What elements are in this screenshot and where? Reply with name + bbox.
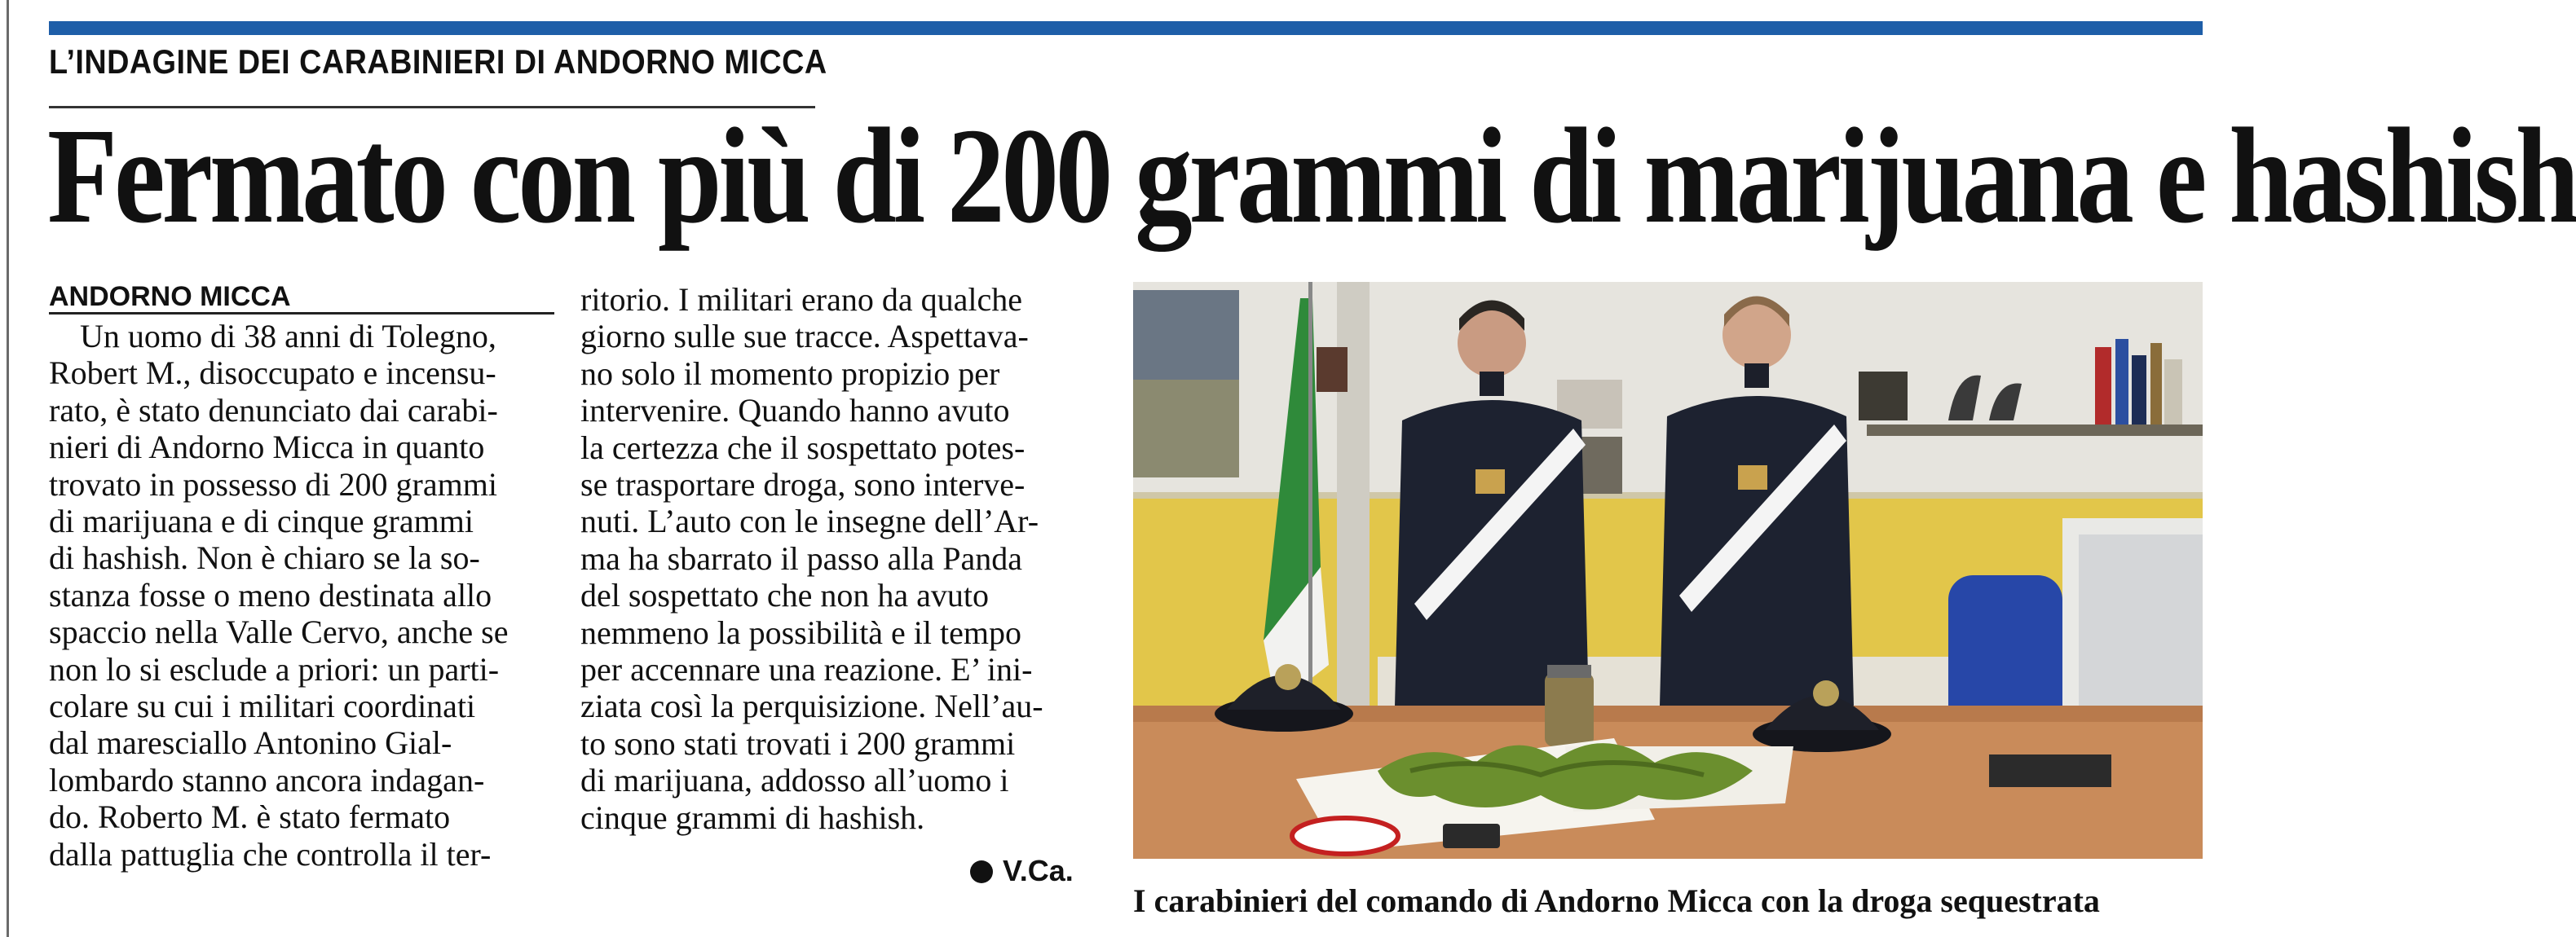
article-kicker: L’INDAGINE DEI CARABINIERI DI ANDORNO MICCA (49, 42, 827, 81)
photo-carabinieri-illustration (1133, 282, 2203, 859)
bullet-dot-icon (970, 860, 993, 883)
article-column-1 (49, 281, 543, 873)
photo-caption: I carabinieri del comando di Andorno Micca con la droga sequestrata (1133, 882, 2100, 919)
article-headline: Fermato con più di 200 grammi di marijuana e hashish (47, 100, 2576, 252)
article-dateline: ANDORNO MICCA (49, 281, 554, 315)
article-body-column-2: ritorio. I militari erano da qualche giorno sulle sue tracce. Aspettava- no solo il momento propizio per intervenire. Quando hanno avuto la certezza che il sospettato potes- se trasportare droga, sono interve- nuti. L’auto con le insegne dell’Ar- ma ha sbarrato il passo alla Panda del sospettato che non ha avuto nemmeno la possibilità e il tempo per accennare una reazione. E’ ini- ziata così la perquisizione. Nell’au- to sono stati trovati i 200 grammi di marijuana, addosso all’uomo i cinque grammi di hashish. (580, 281, 1043, 836)
article-body-column-1: Un uomo di 38 anni di Tolegno, Robert M., disoccupato e incensu- rato, è stato denunciato dai carabi- nieri di Andorno Micca in quanto trovato in possesso di 200 grammi di marijuana e di cinque grammi di hashish. Non è chiaro se la so- stanza fosse o meno destinata allo spaccio nella Valle Cervo, anche se non lo si esclude a priori: un parti- colare su cui i militari coordinati dal maresciallo Antonino Gial- lombardo stanno ancora indagan- do. Roberto M. è stato fermato dalla pattuglia che controlla il ter- (49, 318, 509, 873)
page-margin-rule (7, 0, 9, 937)
author-initials: V.Ca. (1003, 854, 1074, 887)
article-column-2 (580, 281, 1078, 836)
author-signature (970, 854, 1074, 888)
article-photo (1133, 282, 2203, 859)
section-color-bar (49, 21, 2203, 35)
